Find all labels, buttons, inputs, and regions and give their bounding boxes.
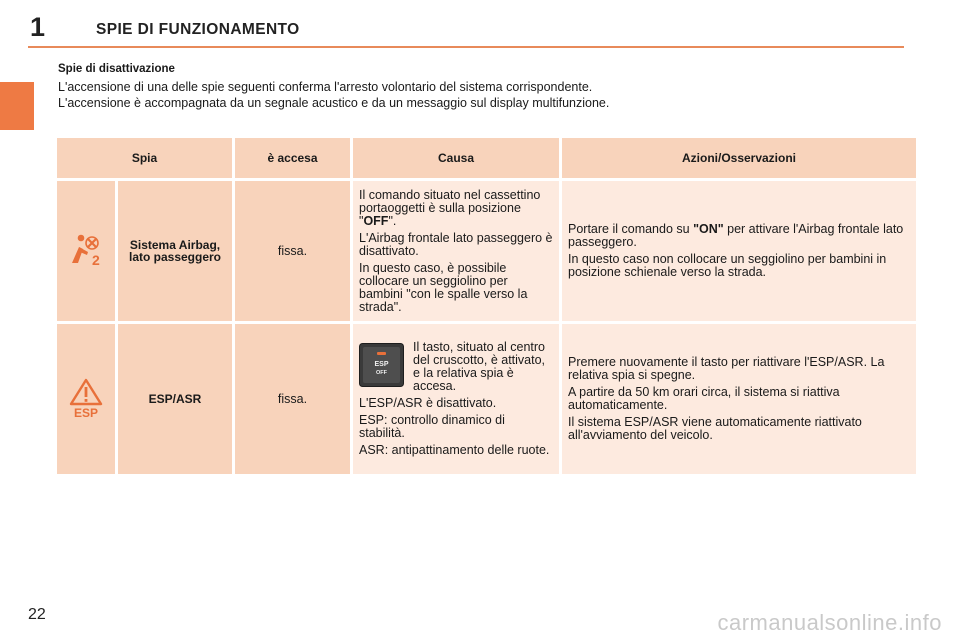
icon-cell bbox=[57, 181, 115, 321]
airbag-passenger-off-icon bbox=[68, 233, 104, 267]
page-number: 22 bbox=[28, 606, 46, 623]
action-text-2: A partire da 50 km orari circa, il sistema si riattiva automaticamente. bbox=[568, 385, 840, 412]
column-header-causa: Causa bbox=[353, 138, 559, 178]
chapter-side-tab bbox=[0, 82, 34, 130]
esp-button-label: ESP bbox=[374, 361, 389, 368]
action-text-2: In questo caso non collocare un seggiolino per bambini in posizione schienale verso la strada. bbox=[568, 252, 887, 279]
cause-text-1-start: Il comando situato nel cassettino portaoggetti è sulla posizione " bbox=[359, 187, 541, 228]
esp-warning-icon bbox=[69, 378, 103, 418]
off-button-label: OFF bbox=[376, 370, 387, 376]
action-text-1 bbox=[568, 223, 910, 249]
chapter-number: 1 bbox=[30, 12, 46, 42]
column-header-azioni: Azioni/Osservazioni bbox=[562, 138, 916, 178]
table-row bbox=[57, 181, 916, 321]
warning-lights-table-wrapper bbox=[57, 138, 904, 474]
esp-off-button-image bbox=[359, 343, 404, 387]
svg-text:2: 2 bbox=[92, 251, 100, 267]
cause-text-1: Il tasto, situato al centro del cruscotto, è attivato, e la relativa spia è accesa. bbox=[413, 340, 546, 393]
action-text-1-end: per attivare l'Airbag frontale lato passeggero. bbox=[568, 222, 904, 249]
cause-text-1-end: ". bbox=[388, 213, 397, 228]
action-text-3: Il sistema ESP/ASR viene automaticamente riattivato all'avviamento del veicolo. bbox=[568, 415, 862, 442]
header-rule bbox=[28, 46, 904, 48]
esp-icon-label: ESP bbox=[73, 405, 99, 418]
column-header-spia: Spia bbox=[57, 138, 232, 178]
action-cell bbox=[562, 181, 916, 321]
cause-cell bbox=[353, 324, 559, 474]
column-header-accesa: è accesa bbox=[235, 138, 350, 178]
icon-cell bbox=[57, 324, 115, 474]
warning-lights-table bbox=[54, 135, 919, 477]
intro-line-1: L'accensione di una delle spie seguenti conferma l'arresto volontario del sistema corrispondente. bbox=[58, 80, 593, 94]
cause-text-3: In questo caso, è possibile collocare un seggiolino per bambini "con le spalle verso la strada". bbox=[359, 260, 528, 314]
light-state: fissa. bbox=[235, 324, 350, 474]
light-state: fissa. bbox=[235, 181, 350, 321]
light-name: Sistema Airbag, lato passeggero bbox=[118, 181, 232, 321]
cause-text-1 bbox=[359, 189, 553, 228]
section-heading: Spie di disattivazione bbox=[58, 63, 175, 75]
action-text-1-start: Portare il comando su bbox=[568, 222, 694, 236]
table-header-row bbox=[57, 138, 916, 178]
intro-line-2: L'accensione è accompagnata da un segnale acustico e da un messaggio sul display multifunzione. bbox=[58, 96, 610, 110]
cause-text-3: ESP: controllo dinamico di stabilità. bbox=[359, 413, 505, 440]
esp-off-block bbox=[359, 341, 553, 393]
watermark: carmanualsonline.info bbox=[717, 610, 942, 635]
action-text-1-bold: "ON" bbox=[693, 222, 724, 236]
cause-cell bbox=[353, 181, 559, 321]
cause-text-1-bold: OFF bbox=[363, 213, 389, 228]
cause-text-2: L'ESP/ASR è disattivato. bbox=[359, 396, 497, 410]
cause-text-4: ASR: antipattinamento delle ruote. bbox=[359, 443, 550, 457]
table-row bbox=[57, 324, 916, 474]
action-text-1: Premere nuovamente il tasto per riattivare l'ESP/ASR. La relativa spia si spegne. bbox=[568, 355, 885, 382]
light-name: ESP/ASR bbox=[118, 324, 232, 474]
chapter-title: SPIE DI FUNZIONAMENTO bbox=[96, 21, 300, 38]
cause-text-2: L'Airbag frontale lato passeggero è disattivato. bbox=[359, 230, 553, 258]
action-cell bbox=[562, 324, 916, 474]
